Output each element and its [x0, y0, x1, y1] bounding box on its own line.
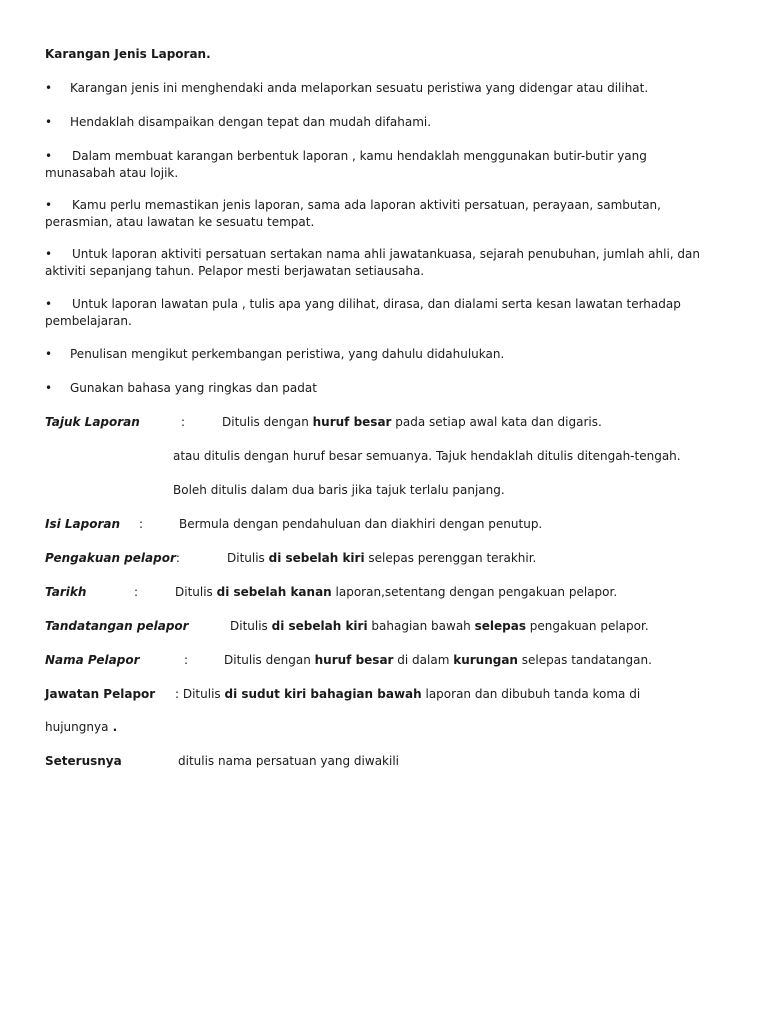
bullet-text: Gunakan bahasa yang ringkas dan padat — [70, 381, 317, 395]
tarikh-text-bold: di sebelah kanan — [216, 585, 332, 599]
nama-text — [224, 652, 652, 669]
tandatangan-text-bold: selepas — [474, 619, 526, 633]
tandatangan-text — [230, 618, 649, 635]
bullet-text: Penulisan mengikut perkembangan peristiwa, yang dahulu didahulukan. — [70, 347, 505, 361]
bullet-text: Untuk laporan aktiviti persatuan sertakan nama ahli jawatankuasa, sejarah penubuhan, jumlah ahli, dan aktiviti sepanjang tahun. Pelapor mesti berjawatan setiausaha. — [45, 247, 700, 278]
nama-text-part: di dalam — [393, 653, 454, 667]
jawatan-label: Jawatan Pelapor — [45, 687, 156, 701]
tarikh-label: Tarikh — [45, 585, 87, 599]
document-title: Karangan Jenis Laporan. — [45, 47, 211, 61]
tajuk-line-2: atau ditulis dengan huruf besar semuanya. Tajuk hendaklah ditulis ditengah-tengah. — [173, 449, 681, 463]
nama-text-part: Ditulis dengan — [224, 653, 315, 667]
nama-label: Nama Pelapor — [45, 653, 140, 667]
seterusnya-text: ditulis nama persatuan yang diwakili — [178, 754, 399, 768]
tajuk-label: Tajuk Laporan — [45, 415, 140, 429]
nama-text-part: selepas tandatangan. — [517, 653, 652, 667]
jawatan-text-part: laporan dan dibubuh tanda koma di — [421, 687, 641, 701]
tajuk-text-part: Ditulis dengan — [222, 415, 313, 429]
pengakuan-text — [227, 550, 536, 567]
bullet-glyph: • — [45, 381, 53, 395]
pengakuan-text-part: selepas perenggan terakhir. — [364, 551, 537, 565]
tajuk-text-part: pada setiap awal kata dan digaris. — [391, 415, 602, 429]
isi-label: Isi Laporan — [45, 517, 121, 531]
tandatangan-label: Tandatangan pelapor — [45, 619, 189, 633]
tandatangan-text-part: Ditulis — [230, 619, 272, 633]
bullet-item-1 — [45, 80, 717, 97]
bullet-text: Kamu perlu memastikan jenis laporan, sama ada laporan aktiviti persatuan, perayaan, sambutan, perasmian, atau lawatan ke sesuatu tempat. — [45, 198, 661, 229]
tandatangan-text-part: pengakuan pelapor. — [525, 619, 649, 633]
bullet-glyph: • — [45, 297, 53, 311]
bullet-item-4 — [45, 197, 717, 231]
pengakuan-text-bold: di sebelah kiri — [268, 551, 365, 565]
jawatan-line-2-text: hujungnya — [45, 720, 109, 734]
bullet-text: Karangan jenis ini menghendaki anda melaporkan sesuatu peristiwa yang didengar atau dilihat. — [70, 81, 649, 95]
bullet-glyph: • — [45, 247, 53, 261]
bullet-text: Untuk laporan lawatan pula , tulis apa yang dilihat, dirasa, dan dialami serta kesan lawatan terhadap pembelajaran. — [45, 297, 681, 328]
tandatangan-text-part: bahagian bawah — [367, 619, 475, 633]
nama-colon: : — [184, 653, 189, 667]
tarikh-text-part: Ditulis — [175, 585, 217, 599]
jawatan-line-2-period: . — [108, 720, 118, 734]
jawatan-text-part: : Ditulis — [175, 687, 225, 701]
bullet-glyph: • — [45, 115, 53, 129]
pengakuan-text-part: Ditulis — [227, 551, 269, 565]
bullet-glyph: • — [45, 81, 53, 95]
bullet-glyph: • — [45, 347, 53, 361]
pengakuan-label: Pengakuan pelapor — [45, 551, 176, 565]
tajuk-text — [222, 414, 602, 431]
pengakuan-label-row — [45, 550, 180, 567]
seterusnya-label: Seterusnya — [45, 754, 122, 768]
jawatan-line-2 — [45, 719, 117, 736]
pengakuan-colon: : — [175, 551, 180, 565]
tandatangan-text-bold: di sebelah kiri — [271, 619, 368, 633]
jawatan-text — [175, 686, 640, 703]
isi-text: Bermula dengan pendahuluan dan diakhiri dengan penutup. — [179, 517, 543, 531]
isi-colon: : — [139, 517, 144, 531]
bullet-item-5 — [45, 246, 717, 280]
bullet-text: Hendaklah disampaikan dengan tepat dan mudah difahami. — [70, 115, 432, 129]
tajuk-colon: : — [181, 415, 186, 429]
tajuk-line-3: Boleh ditulis dalam dua baris jika tajuk terlalu panjang. — [173, 483, 505, 497]
nama-text-bold: kurungan — [453, 653, 518, 667]
bullet-item-3 — [45, 148, 717, 182]
tarikh-colon: : — [134, 585, 139, 599]
tarikh-text — [175, 584, 617, 601]
nama-text-bold: huruf besar — [314, 653, 394, 667]
jawatan-text-bold: di sudut kiri bahagian bawah — [224, 687, 422, 701]
bullet-glyph: • — [45, 198, 53, 212]
bullet-item-6 — [45, 296, 717, 330]
bullet-item-7 — [45, 346, 717, 363]
bullet-text: Dalam membuat karangan berbentuk laporan , kamu hendaklah menggunakan butir-butir yang munasabah atau lojik. — [45, 149, 647, 180]
bullet-item-8 — [45, 380, 717, 397]
tarikh-text-part: laporan,setentang dengan pengakuan pelapor. — [331, 585, 618, 599]
tajuk-text-bold: huruf besar — [312, 415, 392, 429]
bullet-item-2 — [45, 114, 717, 131]
bullet-glyph: • — [45, 149, 53, 163]
